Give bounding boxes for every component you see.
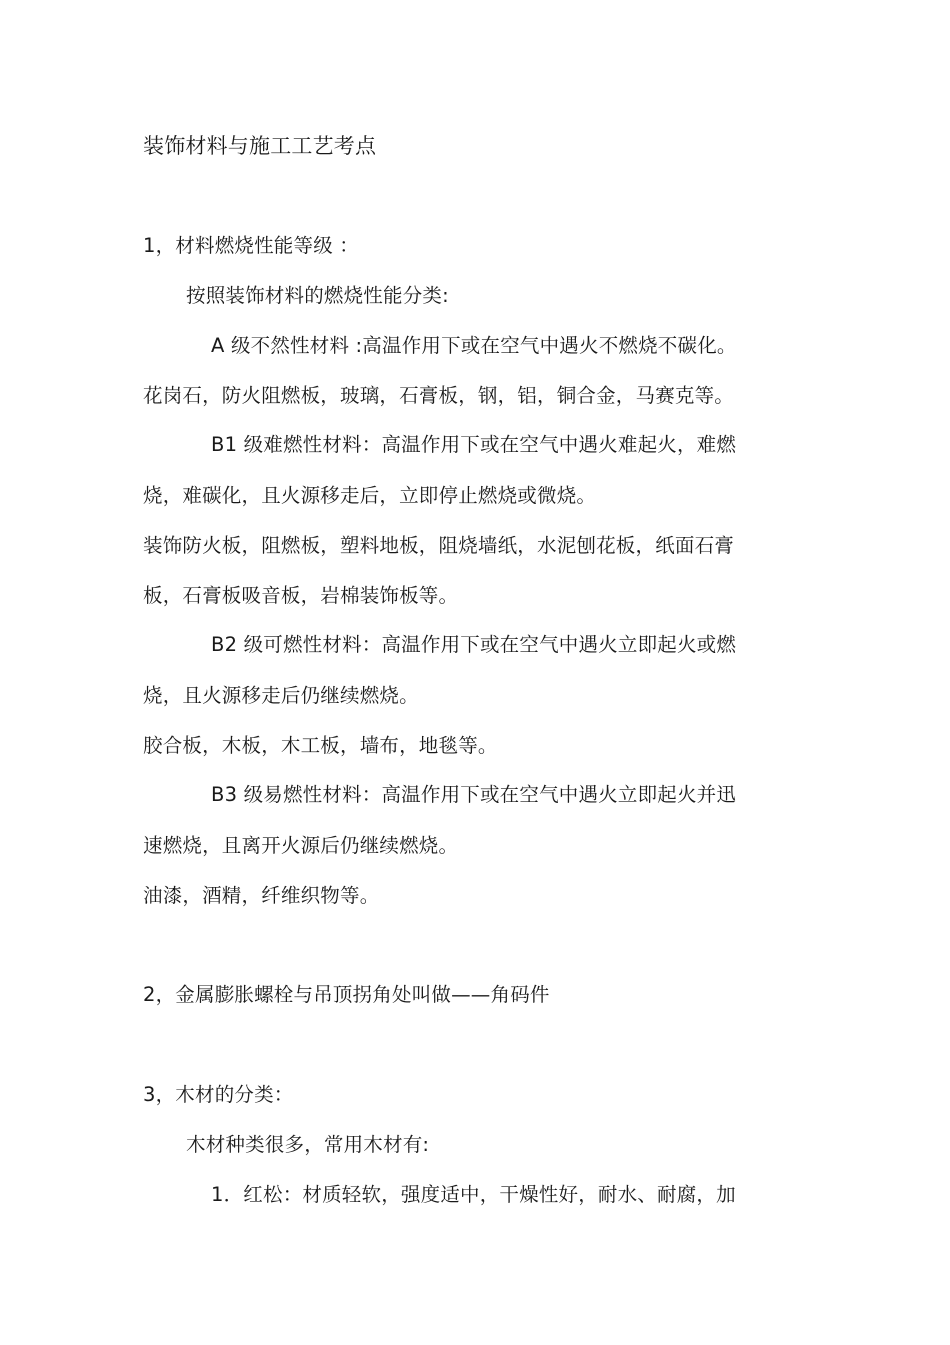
- document-title: 装饰材料与施工工艺考点: [143, 134, 377, 158]
- paragraph-line: 按照装饰材料的燃烧性能分类:: [186, 284, 449, 307]
- paragraph-line: 烧，且火源移走后仍继续燃烧。: [143, 684, 419, 707]
- paragraph-line: 烧，难碳化，且火源移走后，立即停止燃烧或微烧。: [143, 484, 597, 507]
- section-heading: 1，材料燃烧性能等级 ：: [143, 234, 360, 257]
- paragraph-line: 速燃烧，且离开火源后仍继续燃烧。: [143, 834, 459, 857]
- paragraph-line: 花岗石，防火阻燃板，玻璃，石膏板，钢，铝，铜合金，马赛克等。: [143, 384, 735, 407]
- paragraph-line: A 级不然性材料 :高温作用下或在空气中遇火不燃烧不碳化。: [211, 334, 737, 357]
- paragraph-line: B3 级易燃性材料：高温作用下或在空气中遇火立即起火并迅: [211, 783, 737, 806]
- section-heading: 2，金属膨胀螺栓与吊顶拐角处叫做——角码件: [143, 983, 550, 1006]
- paragraph-line: 板，石膏板吸音板，岩棉装饰板等。: [143, 584, 459, 607]
- paragraph-line: B2 级可燃性材料：高温作用下或在空气中遇火立即起火或燃: [211, 633, 737, 656]
- paragraph-line: 装饰防火板，阻燃板，塑料地板，阻烧墙纸，水泥刨花板，纸面石膏: [143, 534, 735, 557]
- paragraph-line: 木材种类很多，常用木材有:: [186, 1133, 430, 1156]
- paragraph-line: B1 级难燃性材料：高温作用下或在空气中遇火难起火，难燃: [211, 433, 737, 456]
- section-heading: 3，木材的分类：: [143, 1083, 294, 1106]
- paragraph-line: 胶合板，木板，木工板，墙布，地毯等。: [143, 734, 498, 757]
- paragraph-line: 油漆，酒精，纤维织物等。: [143, 884, 380, 907]
- paragraph-line: 1．红松：材质轻软，强度适中，干燥性好，耐水、耐腐，加: [211, 1183, 736, 1206]
